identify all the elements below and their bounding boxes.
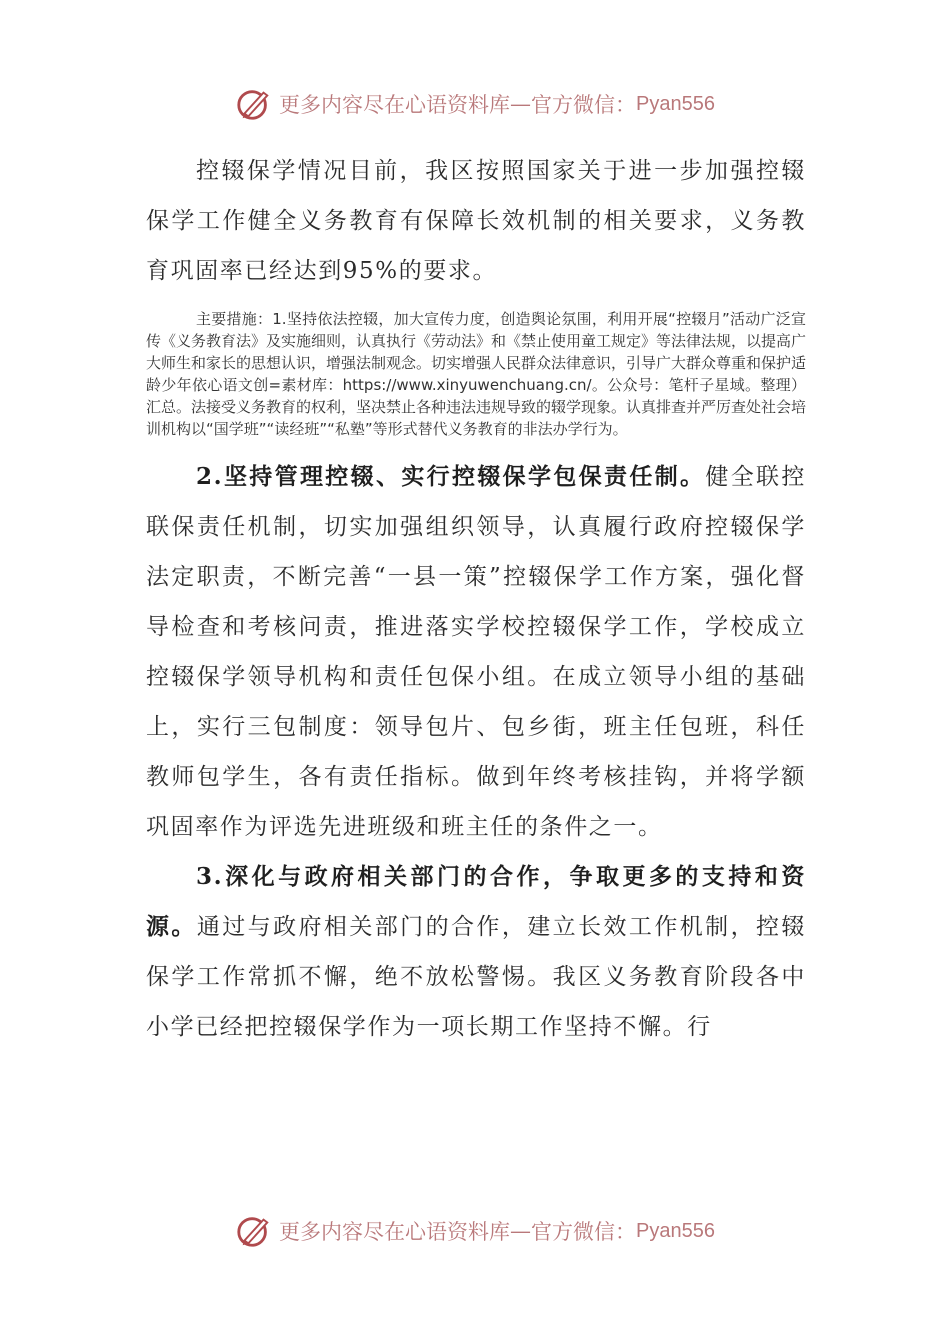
footer-banner [0,1209,950,1253]
section-3-heading: 3.深化与政府相关部门的合作，争取更多的支持和资源。 [146,863,806,940]
footer-banner-dash: — [510,1219,532,1243]
section-3 [146,852,806,1052]
section-2 [146,452,806,852]
banner-dash: — [510,92,532,116]
section-2-heading: 2.坚持管理控辍、实行控辍保学包保责任制。 [196,463,706,490]
pen-circle-logo-icon [235,1212,273,1250]
paragraph-measures [146,308,806,440]
banner-wechat-id: Pyan556 [636,92,715,115]
document-body [146,146,806,1052]
banner-text: 更多内容尽在心语资料库 [279,93,511,117]
footer-banner-wechat-id: Pyan556 [636,1219,715,1242]
paragraph-measures-text: 主要措施：1.坚持依法控辍，加大宣传力度，创造舆论氛围，利用开展“控辍月”活动广泛宣传《义务教育法》及实施细则，认真执行《劳动法》和《禁止使用童工规定》等法律法规，以提高广大师生和家长的思想认识，增强法制观念。切实增强人民群众法律意识，引导广大群众尊重和保护适龄少年依心语文创=素材库：https://www.xinyuwenchuang.cn/。公众号：笔杆子星域。整理）汇总。法接受义务教育的权利，坚决禁止各种违法违规导致的辍学现象。认真排查并严厉查处社会培训机构以“国学班”“读经班”“私塾”等形式替代义务教育的非法办学行为。 [146,310,807,438]
footer-banner-text: 更多内容尽在心语资料库 [279,1220,511,1244]
section-2-body: 健全联控联保责任机制，切实加强组织领导，认真履行政府控辍保学法定职责，不断完善“一县一策”控辍保学工作方案，强化督导检查和考核问责，推进落实学校控辍保学工作，学校成立控辍保学领导机构和责任包保小组。在成立领导小组的基础上，实行三包制度：领导包片、包乡街，班主任包班，科任教师包学生，各有责任指标。做到年终考核挂钩，并将学额巩固率作为评选先进班级和班主任的条件之一。 [146,464,806,840]
section-3-body: 通过与政府相关部门的合作，建立长效工作机制，控辍保学工作常抓不懈，绝不放松警惕。我区义务教育阶段各中小学已经把控辍保学作为一项长期工作坚持不懈。行 [146,914,807,1040]
banner-official: 官方微信： [531,93,637,117]
paragraph-intro: 控辍保学情况目前，我区按照国家关于进一步加强控辍保学工作健全义务教育有保障长效机制的相关要求，义务教育巩固率已经达到95%的要求。 [146,158,806,284]
pen-circle-logo-icon [235,85,273,123]
header-banner [0,82,950,126]
footer-banner-official: 官方微信： [531,1220,637,1244]
